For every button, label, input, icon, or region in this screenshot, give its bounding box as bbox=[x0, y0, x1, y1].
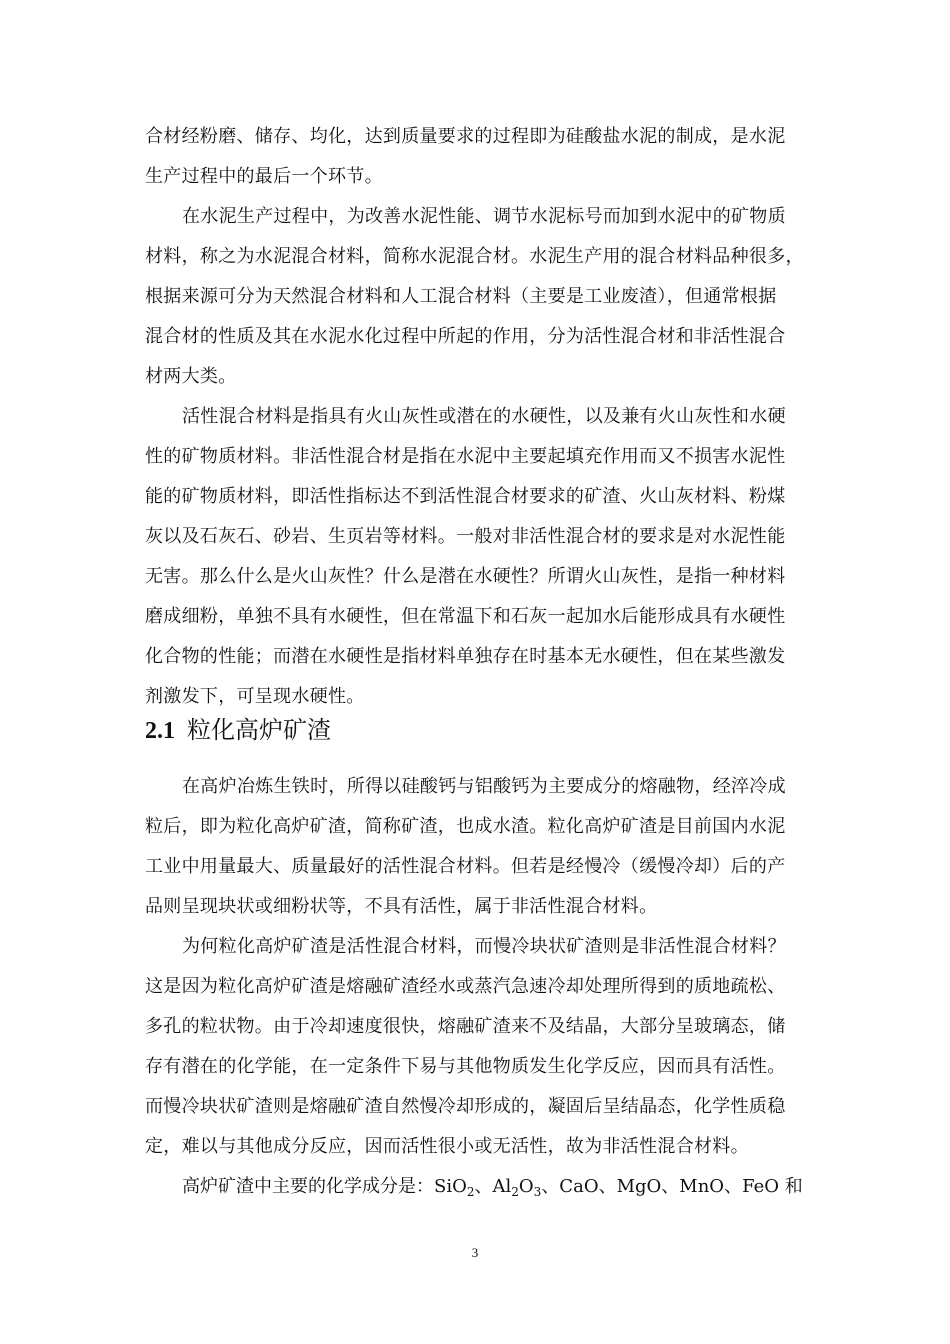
section-number: 2.1 bbox=[145, 718, 175, 744]
section-heading bbox=[145, 713, 331, 748]
text-line: 根据来源可分为天然混合材料和人工混合材料（主要是工业废渣），但通常根据 bbox=[145, 286, 777, 307]
formula-al2o3: $Al_2O_3$ bbox=[492, 1176, 542, 1199]
text-line: 材两大类。 bbox=[145, 366, 237, 387]
text-line: 工业中用量最大、质量最好的活性混合材料。但若是经慢冷（缓慢冷却）后的产 bbox=[145, 856, 786, 877]
text-line: 这是因为粒化高炉矿渣是熔融矿渣经水或蒸汽急速冷却处理所得到的质地疏松、 bbox=[145, 976, 786, 997]
text-line: 在水泥生产过程中，为改善水泥性能、调节水泥标号而加到水泥中的矿物质 bbox=[182, 206, 786, 227]
text-line: 合材经粉磨、储存、均化，达到质量要求的过程即为硅酸盐水泥的制成，是水泥 bbox=[145, 126, 786, 147]
text-line: 磨成细粉，单独不具有水硬性，但在常温下和石灰一起加水后能形成具有水硬性 bbox=[145, 606, 786, 627]
text-line: 为何粒化高炉矿渣是活性混合材料，而慢冷块状矿渣则是非活性混合材料？ bbox=[182, 936, 786, 957]
text-line: 混合材的性质及其在水泥水化过程中所起的作用，分为活性混合材和非活性混合 bbox=[145, 326, 786, 347]
text-line: 定，难以与其他成分反应，因而活性很小或无活性，故为非活性混合材料。 bbox=[145, 1136, 749, 1157]
text-line: 生产过程中的最后一个环节。 bbox=[145, 166, 383, 187]
text-line: 剂激发下，可呈现水硬性。 bbox=[145, 686, 365, 707]
section-title: 粒化高炉矿渣 bbox=[187, 716, 331, 744]
chemical-composition-line: 高炉矿渣中主要的化学成分是：SiO$_2$、$Al_2O_3$、CaO、MgO、MnO、FeO 和 bbox=[182, 1176, 803, 1199]
text-fragment: 高炉矿渣中主要的化学成分是： bbox=[182, 1176, 434, 1197]
text-line: 无害。那么什么是火山灰性？什么是潜在水硬性？所谓火山灰性，是指一种材料 bbox=[145, 566, 786, 587]
text-line: 灰以及石灰石、砂岩、生页岩等材料。一般对非活性混合材的要求是对水泥性能 bbox=[145, 526, 786, 547]
text-line: 粒后，即为粒化高炉矿渣，简称矿渣，也成水渣。粒化高炉矿渣是目前国内水泥 bbox=[145, 816, 786, 837]
text-line: 化合物的性能；而潜在水硬性是指材料单独存在时基本无水硬性，但在某些激发 bbox=[145, 646, 786, 667]
text-line: 存有潜在的化学能，在一定条件下易与其他物质发生化学反应，因而具有活性。 bbox=[145, 1056, 786, 1077]
text-line: 活性混合材料是指具有火山灰性或潜在的水硬性，以及兼有火山灰性和水硬 bbox=[182, 406, 786, 427]
text-line: 品则呈现块状或细粉状等，不具有活性，属于非活性混合材料。 bbox=[145, 896, 658, 917]
formula-sio2: SiO$_2$ bbox=[434, 1176, 475, 1199]
text-line: 多孔的粒状物。由于冷却速度很快，熔融矿渣来不及结晶，大部分呈玻璃态，储 bbox=[145, 1016, 786, 1037]
page-number: 3 bbox=[471, 1245, 479, 1260]
text-line: 材料，称之为水泥混合材料，简称水泥混合材。水泥生产用的混合材料品种很多， bbox=[145, 246, 804, 267]
text-line: 在高炉冶炼生铁时，所得以硅酸钙与铝酸钙为主要成分的熔融物，经淬冷成 bbox=[182, 776, 786, 797]
text-line: 能的矿物质材料，即活性指标达不到活性混合材要求的矿渣、火山灰材料、粉煤 bbox=[145, 486, 786, 507]
text-line: 性的矿物质材料。非活性混合材是指在水泥中主要起填充作用而又不损害水泥性 bbox=[145, 446, 786, 467]
text-line: 而慢冷块状矿渣则是熔融矿渣自然慢冷却形成的，凝固后呈结晶态，化学性质稳 bbox=[145, 1096, 786, 1117]
text-fragment: 、CaO、MgO、MnO、FeO 和 bbox=[541, 1176, 803, 1197]
